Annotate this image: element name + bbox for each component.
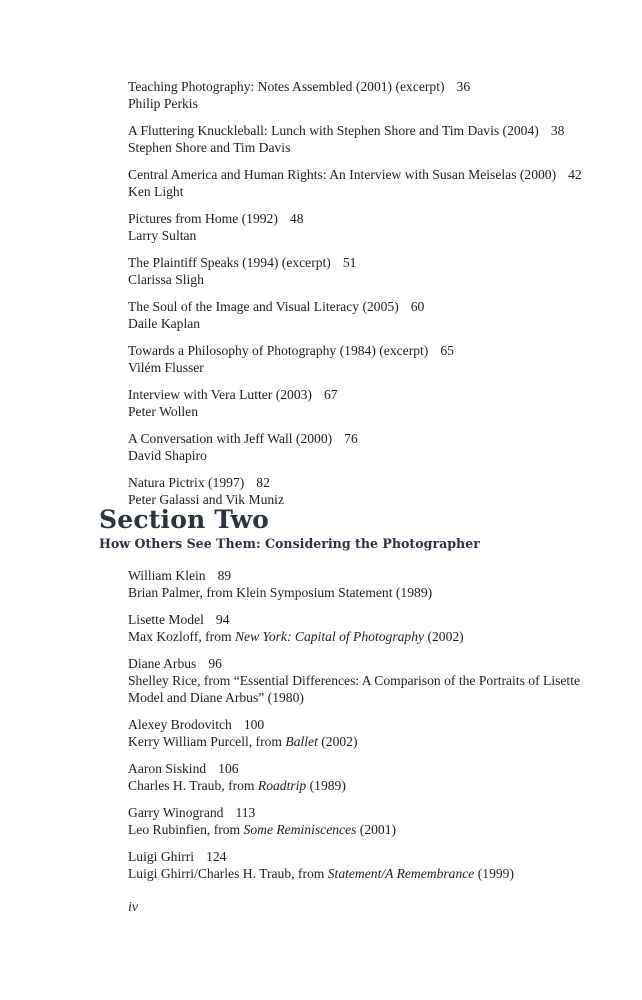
entry-title: Towards a Philosophy of Photography (1984) (excerpt)	[128, 343, 429, 358]
entry-page-number: 60	[410, 299, 425, 314]
entry-page-number: 76	[344, 431, 358, 446]
entry-title: Central America and Human Rights: An Interview with Susan Meiselas (2000)	[128, 167, 557, 182]
section-subtitle: How Others See Them: Considering the Photographer	[99, 536, 480, 551]
toc-entry	[128, 210, 628, 244]
entry-page-number: 94	[215, 612, 230, 627]
entry-author: Peter Galassi and Vik Muniz	[128, 492, 284, 507]
entry-page-number: 36	[456, 79, 471, 94]
section-one-toc	[128, 78, 628, 518]
toc-entry	[128, 474, 628, 508]
entry-page-number: 65	[440, 343, 454, 358]
entry-page-number: 106	[218, 761, 239, 776]
entry-source: Charles H. Traub, from Roadtrip (1989)	[128, 778, 346, 793]
entry-title: The Plaintiff Speaks (1994) (excerpt)	[128, 255, 331, 270]
toc-entry	[128, 848, 608, 882]
entry-author: Larry Sultan	[128, 228, 197, 243]
entry-subject: Diane Arbus	[128, 656, 197, 671]
toc-entry	[128, 430, 628, 464]
entry-title: Natura Pictrix (1997)	[128, 475, 245, 490]
toc-entry	[128, 760, 608, 794]
toc-entry	[128, 342, 628, 376]
entry-subject: Luigi Ghirri	[128, 849, 195, 864]
entry-source: Kerry William Purcell, from Ballet (2002)	[128, 734, 358, 749]
entry-author: Ken Light	[128, 184, 184, 199]
toc-entry	[128, 655, 608, 706]
toc-entry	[128, 122, 628, 156]
entry-source: Luigi Ghirri/Charles H. Traub, from Statement/A Remembrance (1999)	[128, 866, 514, 881]
entry-subject: Alexey Brodovitch	[128, 717, 232, 732]
entry-subject: Lisette Model	[128, 612, 204, 627]
entry-source: Max Kozloff, from New York: Capital of Photography (2002)	[128, 629, 464, 644]
entry-page-number: 67	[323, 387, 338, 402]
toc-entry	[128, 166, 628, 200]
toc-entry	[128, 611, 608, 645]
toc-entry	[128, 804, 608, 838]
entry-title: A Conversation with Jeff Wall (2000)	[128, 431, 333, 446]
entry-title: Interview with Vera Lutter (2003)	[128, 387, 312, 402]
entry-title: Teaching Photography: Notes Assembled (2001) (excerpt)	[128, 79, 445, 94]
toc-entry	[128, 716, 608, 750]
entry-author: Philip Perkis	[128, 96, 198, 111]
entry-author: Clarissa Sligh	[128, 272, 204, 287]
entry-author: Stephen Shore and Tim Davis	[128, 140, 291, 155]
entry-page-number: 100	[243, 717, 265, 732]
toc-entry	[128, 254, 628, 288]
entry-author: Daile Kaplan	[128, 316, 201, 331]
entry-source: Brian Palmer, from Klein Symposium Statement (1989)	[128, 585, 433, 600]
section-two-heading	[99, 505, 619, 552]
entry-author: David Shapiro	[128, 448, 207, 463]
entry-page-number: 48	[289, 211, 304, 226]
entry-page-number: 96	[208, 656, 222, 671]
toc-entry	[128, 567, 608, 601]
entry-subject: William Klein	[128, 568, 206, 583]
entry-source: Shelley Rice, from “Essential Differences: A Comparison of the Portraits of Lisette Model and Diane Arbus” (1980)	[128, 673, 581, 705]
entry-title: A Fluttering Knuckleball: Lunch with Stephen Shore and Tim Davis (2004)	[128, 123, 539, 138]
entry-source: Leo Rubinfien, from Some Reminiscences (2001)	[128, 822, 397, 837]
entry-author: Peter Wollen	[128, 404, 199, 419]
toc-entry	[128, 298, 628, 332]
toc-entry	[128, 78, 628, 112]
entry-page-number: 124	[206, 849, 227, 864]
entry-subject: Garry Winogrand	[128, 805, 224, 820]
entry-author: Vilém Flusser	[128, 360, 204, 375]
page-folio: iv	[128, 900, 139, 915]
entry-title: The Soul of the Image and Visual Literacy (2005)	[128, 299, 399, 314]
entry-page-number: 51	[342, 255, 357, 270]
entry-page-number: 38	[550, 123, 565, 138]
entry-page-number: 42	[568, 167, 582, 182]
entry-page-number: 82	[256, 475, 270, 490]
toc-entry	[128, 386, 628, 420]
section-title: Section Two	[99, 505, 270, 534]
entry-page-number: 89	[217, 568, 232, 583]
entry-title: Pictures from Home (1992)	[128, 211, 278, 226]
entry-subject: Aaron Siskind	[128, 761, 207, 776]
entry-page-number: 113	[235, 805, 256, 820]
section-two-toc	[128, 567, 608, 892]
